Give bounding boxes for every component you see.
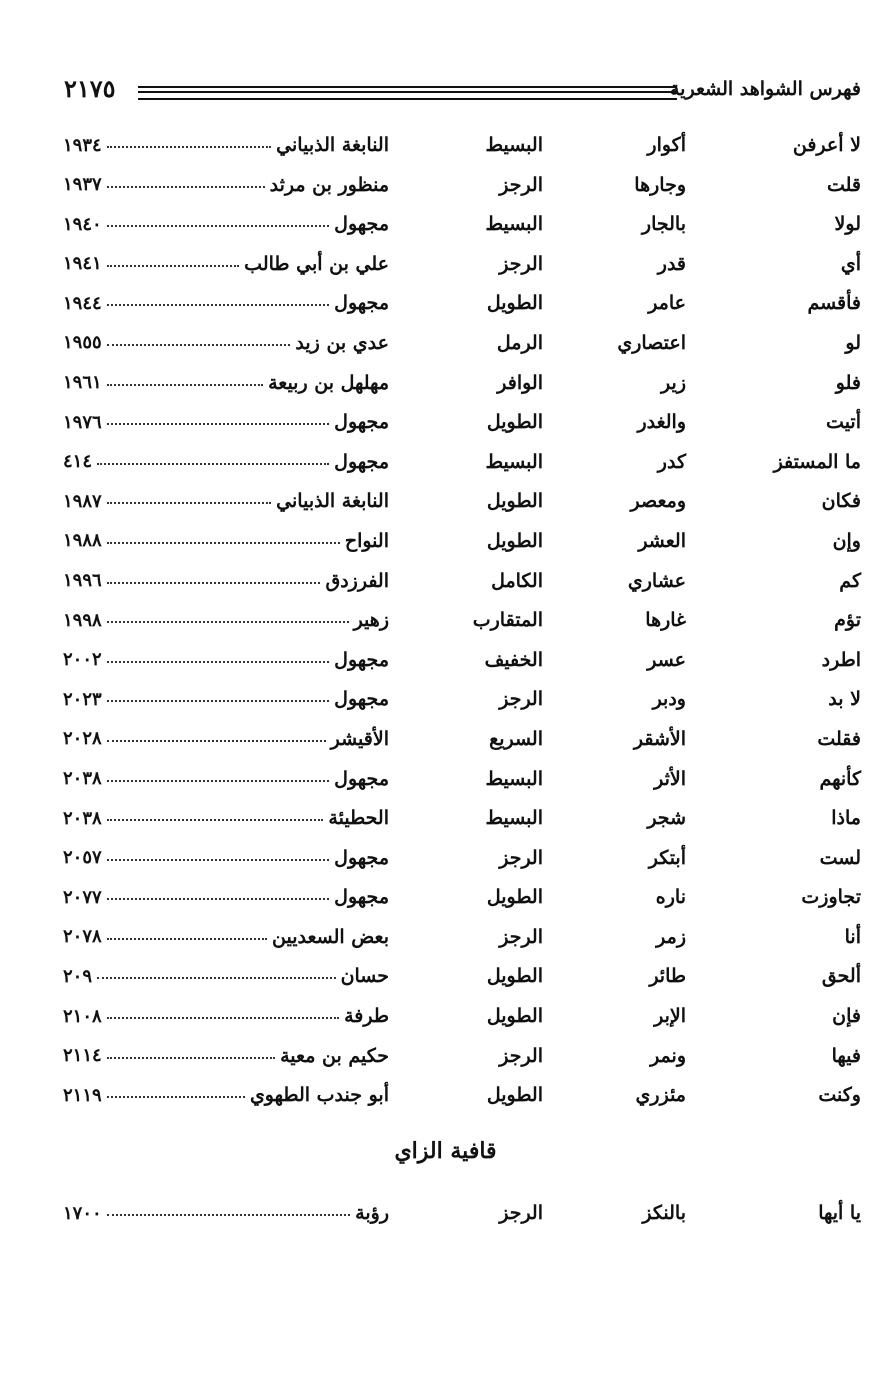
- verse-start: فيها: [831, 1044, 861, 1067]
- verse-meter: الخفيف: [484, 648, 543, 671]
- page-ref: ٢١٠٨: [63, 1005, 102, 1027]
- verse-rhyme: والغدر: [637, 411, 686, 434]
- dot-leader: [107, 581, 321, 584]
- verse-start: ما المستفز: [773, 450, 861, 473]
- verse-meter: الطويل: [486, 1005, 543, 1028]
- index-row: [60, 999, 861, 1039]
- index-row: [60, 326, 861, 366]
- poet-cell: [63, 332, 389, 354]
- poet-name: مجهول: [334, 648, 389, 671]
- index-row: [60, 405, 861, 445]
- dot-leader: [107, 937, 267, 940]
- verse-rhyme: اعتصاري: [617, 331, 686, 354]
- page-number: ٢١٧٥: [64, 74, 116, 103]
- page-ref: ٢٠٧٨: [63, 926, 102, 948]
- verse-rhyme: الإبر: [654, 1005, 686, 1028]
- poet-name: مجهول: [334, 411, 389, 434]
- poet-name: النابغة الذبياني: [276, 490, 389, 513]
- index-row: [60, 128, 861, 168]
- index-row: [60, 484, 861, 524]
- verse-start: أي: [840, 252, 861, 275]
- index-row: [60, 564, 861, 604]
- dot-leader: [107, 620, 349, 623]
- index-row: [60, 1039, 861, 1079]
- index-row: [60, 880, 861, 920]
- verse-start: تجاوزت: [801, 886, 861, 909]
- poet-cell: [63, 847, 389, 869]
- poet-name: طرفة: [344, 1005, 389, 1028]
- page-ref: ٢٠٢٨: [63, 728, 102, 750]
- dot-leader: [107, 383, 263, 386]
- verse-meter: الطويل: [486, 292, 543, 315]
- poet-name: الأقيشر: [330, 727, 389, 750]
- verse-meter: الطويل: [486, 965, 543, 988]
- verse-start: فكان: [821, 490, 861, 513]
- verse-start: أنا: [844, 925, 861, 948]
- verse-start: ألحق: [821, 965, 861, 988]
- poet-name: علي بن أبي طالب: [244, 252, 389, 275]
- verse-rhyme: قدر: [657, 252, 686, 275]
- section-heading: قافية الزاي: [394, 1138, 497, 1164]
- verse-rhyme: كدر: [657, 450, 686, 473]
- verse-start: لا أعرفن: [792, 134, 861, 156]
- poet-cell: [63, 688, 389, 710]
- poet-cell: [63, 926, 389, 948]
- verse-start: كأنهم: [819, 767, 861, 790]
- verse-rhyme: الأشقر: [633, 727, 686, 750]
- page-ref: ٤١٤: [63, 451, 93, 473]
- verse-rhyme: عامر: [648, 292, 686, 315]
- dot-leader: [97, 976, 336, 979]
- page-ref: ٢٠٠٢: [63, 649, 102, 671]
- verse-start: فلو: [835, 371, 861, 394]
- index-row: [60, 603, 861, 643]
- verse-meter: البسيط: [485, 807, 543, 830]
- verse-start: تؤم: [834, 609, 861, 632]
- verse-rhyme: طائر: [649, 965, 686, 988]
- poet-cell: [63, 134, 389, 156]
- verse-meter: الطويل: [486, 1084, 543, 1107]
- verse-meter: الرجز: [499, 252, 543, 275]
- section-rows: [60, 1196, 861, 1236]
- running-title: فهرس الشواهد الشعرية: [670, 78, 861, 100]
- dot-leader: [107, 1095, 245, 1098]
- verse-rhyme: العشر: [638, 529, 686, 552]
- index-row: [60, 247, 861, 287]
- poet-cell: [63, 411, 389, 433]
- page-ref: ١٩٩٦: [63, 570, 102, 592]
- poet-cell: [63, 213, 389, 235]
- verse-meter: البسيط: [485, 213, 543, 236]
- verse-meter: الطويل: [486, 529, 543, 552]
- verse-start: ماذا: [831, 807, 861, 830]
- page-ref: ١٩٤١: [63, 253, 102, 275]
- verse-meter: الوافر: [497, 371, 543, 394]
- verse-start: لولا: [834, 213, 861, 236]
- poet-cell: [63, 965, 389, 987]
- poet-cell: [63, 807, 389, 829]
- verse-start: كم: [839, 569, 861, 592]
- dot-leader: [107, 897, 330, 900]
- verse-rhyme: ناره: [655, 886, 686, 909]
- page-ref: ١٩٣٤: [63, 134, 102, 156]
- dot-leader: [107, 422, 330, 425]
- verse-meter: الرجز: [499, 1044, 543, 1067]
- poet-cell: [63, 174, 389, 196]
- verse-rhyme: عشاري: [627, 569, 686, 592]
- poet-cell: [63, 292, 389, 314]
- dot-leader: [107, 185, 265, 188]
- dot-leader: [107, 858, 330, 861]
- poet-name: مجهول: [334, 886, 389, 909]
- verse-start: أتيت: [826, 411, 861, 434]
- poet-cell: [63, 728, 389, 750]
- verse-meter: الكامل: [491, 569, 543, 592]
- index-row: [60, 643, 861, 683]
- index-row: [60, 959, 861, 999]
- poet-name: مجهول: [334, 213, 389, 236]
- verse-rhyme: ومعصر: [630, 490, 686, 513]
- page-ref: ١٩٤٤: [63, 292, 102, 314]
- dot-leader: [107, 660, 330, 663]
- page-ref: ٢٠٣٨: [63, 768, 102, 789]
- poet-name: مجهول: [334, 688, 389, 711]
- verse-start: لا بد: [828, 688, 861, 711]
- index-row: [60, 801, 861, 841]
- dot-leader: [107, 541, 340, 544]
- verse-meter: الرجز: [499, 173, 543, 196]
- page-ref: ١٩٧٦: [63, 411, 102, 433]
- verse-meter: الرجز: [499, 688, 543, 711]
- index-row: [60, 366, 861, 406]
- page-ref: ١٩٥٥: [63, 332, 102, 354]
- page-ref: ١٩٨٧: [63, 490, 102, 512]
- dot-leader: [107, 501, 272, 504]
- page-ref: ٢٠٥٧: [63, 847, 102, 869]
- dot-leader: [107, 1056, 275, 1059]
- poet-name: عدي بن زيد: [295, 331, 389, 354]
- index-row: [60, 1196, 861, 1236]
- poet-name: منظور بن مرثد: [269, 173, 389, 196]
- dot-leader: [107, 224, 330, 227]
- dot-leader: [97, 462, 329, 465]
- verse-meter: الرمل: [496, 331, 543, 354]
- poet-cell: [63, 490, 389, 512]
- poet-name: حكيم بن معية: [280, 1044, 389, 1067]
- index-rows: [60, 128, 861, 1118]
- index-row: [60, 286, 861, 326]
- verse-rhyme: ودبر: [652, 688, 686, 711]
- page-ref: ٢١١٩: [63, 1084, 102, 1106]
- verse-rhyme: أبتكر: [648, 846, 686, 869]
- poet-name: النواح: [344, 529, 389, 552]
- verse-rhyme: بالجار: [641, 213, 686, 236]
- poet-cell: [63, 1084, 389, 1106]
- poet-cell: [63, 768, 389, 790]
- poet-cell: [63, 649, 389, 671]
- index-row: [60, 920, 861, 960]
- index-row: [60, 841, 861, 881]
- page-ref: ١٩٣٧: [63, 174, 102, 196]
- verse-meter: البسيط: [485, 767, 543, 790]
- dot-leader: [107, 779, 330, 782]
- poet-cell: [63, 1202, 389, 1224]
- page-ref: ١٩٩٨: [63, 609, 102, 631]
- verse-start: لست: [819, 846, 861, 869]
- poet-name: الحطيئة: [328, 807, 389, 830]
- dot-leader: [107, 145, 272, 148]
- dot-leader: [107, 818, 324, 821]
- poet-name: حسان: [340, 965, 389, 988]
- dot-leader: [107, 739, 326, 742]
- poet-name: الفرزدق: [325, 569, 389, 592]
- verse-rhyme: عسر: [647, 648, 686, 671]
- poet-name: مهلهل بن ربيعة: [268, 371, 389, 394]
- index-row: [60, 722, 861, 762]
- header-rule: [138, 86, 677, 100]
- page-ref: ٢١١٤: [63, 1045, 102, 1067]
- verse-start: وإن: [832, 529, 861, 552]
- poet-name: النابغة الذبياني: [276, 134, 389, 156]
- page-header: [64, 74, 861, 110]
- index-row: [60, 682, 861, 722]
- page-ref: ٢٠٢٣: [63, 688, 102, 710]
- verse-start: قلت: [826, 173, 861, 196]
- index-row: [60, 524, 861, 564]
- index-row: [60, 207, 861, 247]
- verse-meter: البسيط: [485, 134, 543, 156]
- poet-cell: [63, 372, 389, 394]
- poet-name: زهير: [353, 609, 389, 632]
- verse-rhyme: شجر: [647, 807, 686, 830]
- dot-leader: [107, 264, 240, 267]
- poet-name: أبو جندب الطهوي: [249, 1084, 389, 1107]
- verse-meter: الطويل: [486, 490, 543, 513]
- dot-leader: [107, 303, 330, 306]
- verse-rhyme: وجارها: [634, 173, 686, 196]
- verse-start: لو: [845, 331, 861, 354]
- dot-leader: [107, 343, 291, 346]
- poet-name: رؤبة: [355, 1202, 389, 1224]
- index-row: [60, 1078, 861, 1118]
- dot-leader: [107, 699, 330, 702]
- dot-leader: [107, 1213, 351, 1216]
- verse-rhyme: أكوار: [647, 134, 686, 156]
- index-row: [60, 445, 861, 485]
- page-ref: ٢٠٧٧: [63, 886, 102, 908]
- verse-rhyme: مئزري: [635, 1084, 686, 1107]
- poet-cell: [63, 886, 389, 908]
- verse-meter: الرجز: [499, 925, 543, 948]
- poet-cell: [63, 570, 389, 592]
- poet-name: بعض السعديين: [272, 925, 389, 948]
- verse-meter: الرجز: [499, 1202, 543, 1224]
- verse-meter: الرجز: [499, 846, 543, 869]
- poet-name: مجهول: [334, 292, 389, 315]
- verse-meter: السريع: [489, 727, 543, 750]
- verse-rhyme: زير: [661, 371, 686, 394]
- poet-cell: [63, 609, 389, 631]
- verse-start: فأقسم: [807, 292, 861, 315]
- poet-name: مجهول: [334, 846, 389, 869]
- verse-rhyme: ونمر: [650, 1044, 686, 1067]
- poet-cell: [63, 530, 389, 552]
- index-row: [60, 168, 861, 208]
- page-ref: ١٩٤٠: [63, 213, 102, 235]
- verse-rhyme: بالنكز: [642, 1202, 686, 1224]
- dot-leader: [107, 1016, 339, 1019]
- verse-start: فقلت: [817, 727, 861, 750]
- poet-cell: [63, 1005, 389, 1027]
- verse-rhyme: غارها: [645, 609, 686, 632]
- page-ref: ١٩٦١: [63, 372, 102, 394]
- poet-cell: [63, 1045, 389, 1067]
- verse-start: وكنت: [818, 1084, 861, 1107]
- poet-name: مجهول: [334, 450, 389, 473]
- page-ref: ١٧٠٠: [63, 1202, 102, 1224]
- poet-cell: [63, 451, 389, 473]
- poet-name: مجهول: [334, 767, 389, 790]
- verse-start: فإن: [832, 1005, 861, 1028]
- page-ref: ١٩٨٨: [63, 530, 102, 552]
- verse-rhyme: زمر: [656, 925, 686, 948]
- verse-meter: الطويل: [486, 411, 543, 434]
- verse-meter: الطويل: [486, 886, 543, 909]
- verse-start: يا أيها: [818, 1202, 861, 1224]
- verse-meter: البسيط: [485, 450, 543, 473]
- verse-start: اطرد: [821, 648, 861, 671]
- index-row: [60, 762, 861, 802]
- poet-cell: [63, 253, 389, 275]
- verse-rhyme: الأثر: [654, 767, 686, 790]
- page-ref: ٢٠٣٨: [63, 807, 102, 829]
- verse-meter: المتقارب: [472, 609, 543, 632]
- page-ref: ٢٠٩: [63, 965, 93, 987]
